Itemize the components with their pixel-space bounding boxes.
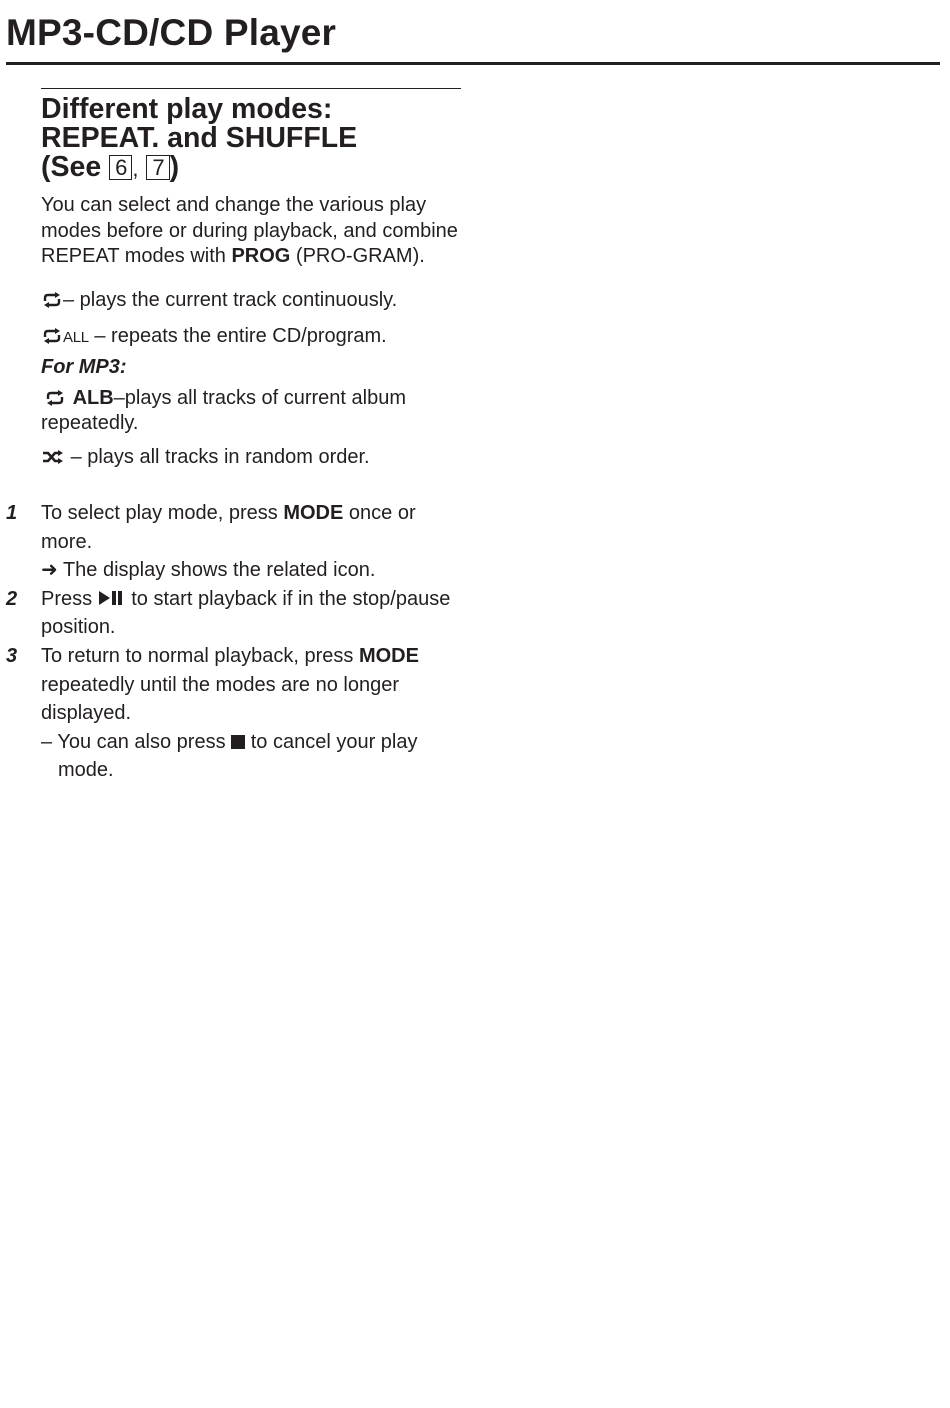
step-3: [6, 642, 466, 728]
note-tail-2: mode.: [58, 759, 114, 782]
step-1-tail: once or more.: [41, 502, 416, 553]
repeat-all-icon: [41, 328, 63, 344]
mode-repeat: [41, 288, 466, 314]
step-3-text: To return to normal playback, press: [41, 644, 354, 667]
all-label: ALL: [63, 329, 89, 346]
step-2-text: Press: [41, 587, 93, 610]
arrow-icon: ➜: [41, 559, 58, 582]
page-title: MP3-CD/CD Player: [6, 12, 337, 53]
ref-separator: ,: [132, 156, 139, 181]
step-1-result: [6, 556, 466, 585]
mode-repeat-album: [41, 386, 466, 437]
prog-key: PROG: [231, 245, 291, 267]
section-title-line1: Different play modes:: [41, 93, 333, 125]
section-title-line2: REPEAT. and SHUFFLE: [41, 122, 358, 154]
icon-word: icon: [333, 559, 370, 582]
note-tail: to cancel your play: [250, 730, 418, 753]
step-1-text: To select play mode, press: [41, 502, 278, 524]
step-number: 1: [6, 502, 18, 524]
note-text: – You can also press: [41, 730, 226, 753]
step-2: [6, 585, 466, 642]
step-2-tail: to start playback if in the stop/pause position.: [41, 587, 451, 639]
repeat-icon: [41, 292, 63, 308]
figure-ref-7: 7: [146, 155, 169, 180]
repeat-desc: – plays the current track continuously.: [63, 288, 398, 311]
mode-key: MODE: [358, 644, 419, 667]
section-title-see: (See: [41, 151, 102, 183]
shuffle-desc: – plays all tracks in random order.: [70, 445, 370, 468]
shuffle-icon: [41, 449, 65, 465]
all-desc: – repeats the entire CD/program.: [94, 325, 387, 347]
section-title: [41, 95, 466, 183]
step-number: 2: [6, 587, 18, 610]
mp3-heading: For MP3:: [41, 355, 127, 378]
alb-desc: –plays all tracks of current album repeatedly.: [41, 386, 407, 434]
mode-repeat-all: [41, 324, 466, 351]
intro-tail: (PRO-GRAM).: [295, 245, 425, 267]
steps-list: [6, 499, 466, 785]
header-rule: [6, 62, 940, 65]
stop-icon: [231, 735, 245, 749]
section-column: [41, 95, 466, 470]
intro-paragraph: [41, 193, 466, 270]
section-title-close: ): [169, 151, 180, 183]
step-number: 3: [6, 644, 18, 667]
step-1-result-end: .: [369, 559, 376, 582]
alb-label: ALB: [72, 386, 114, 409]
mode-shuffle: [41, 445, 466, 471]
mode-key: MODE: [283, 502, 344, 524]
step-3-tail: repeatedly until the modes are no longer displayed.: [41, 673, 400, 725]
figure-ref-6: 6: [109, 155, 132, 180]
section-rule: [41, 88, 461, 89]
step-1: [6, 499, 466, 556]
repeat-album-icon: [41, 390, 67, 406]
intro-text: You can select and change the various play modes before or during playback, and combine REPEAT modes with: [41, 194, 458, 267]
step-3-note: [6, 728, 466, 785]
play-pause-icon: [98, 590, 126, 606]
step-1-result-text: The display shows the related: [62, 559, 328, 582]
